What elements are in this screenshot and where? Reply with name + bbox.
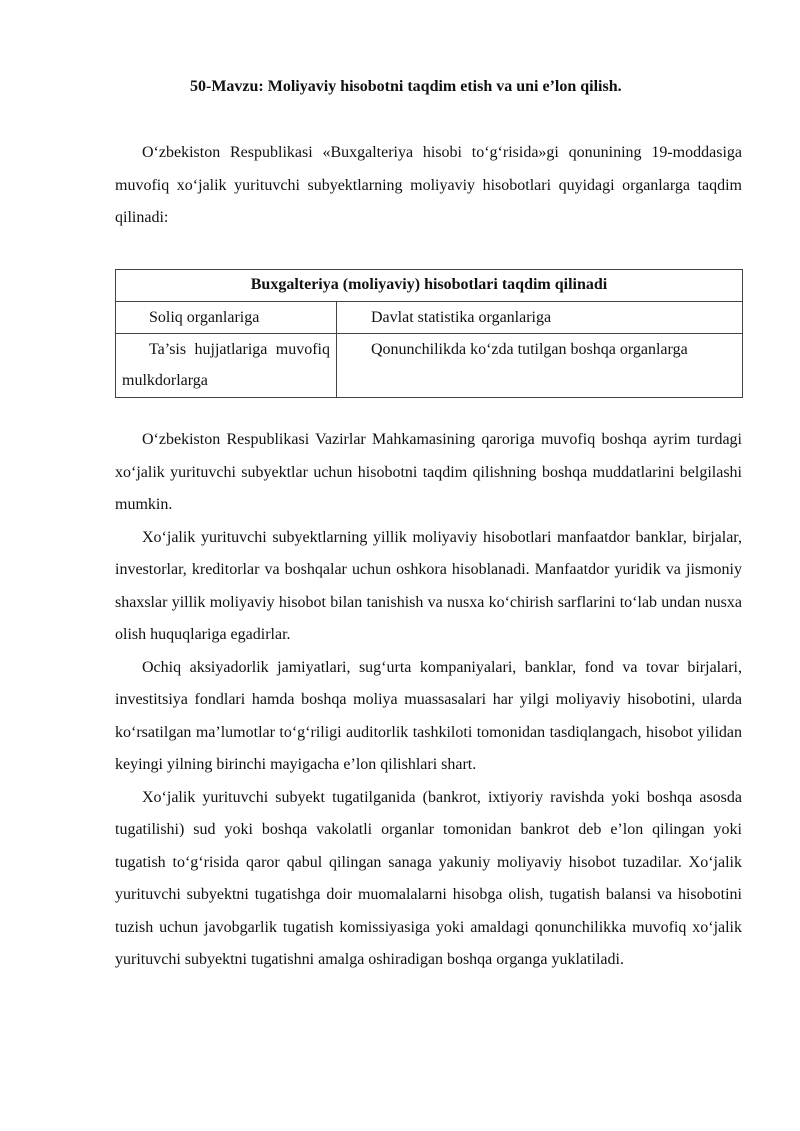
table-row: [116, 334, 743, 398]
table-cell: Qonunchilikda ko‘zda tutilgan boshqa organlarga: [337, 334, 743, 398]
paragraph: Ochiq aksiyadorlik jamiyatlari, sug‘urta kompaniyalari, banklar, fond va tovar birjalari, investitsiya fondlari hamda boshqa moliya muassasalari har yilgi moliyaviy hisobotini, ularda ko‘rsatilgan ma’lumotlar to‘g‘riligi auditorlik tashkiloti tomonidan tasdiqlangach, hisobot yilidan keyingi yilning birinchi mayigacha e’lon qilishlari shart.: [115, 658, 742, 773]
paragraph: Xo‘jalik yurituvchi subyektlarning yillik moliyaviy hisobotlari manfaatdor banklar, birjalar, investorlar, kreditorlar va boshqalar uchun oshkora hisoblanadi. Manfaatdor yuridik va jismoniy shaxslar yillik moliyaviy hisobot bilan tanishish va nusxa ko‘chirish sarflarini to‘lab undan nusxa olish huquqlariga egadirlar.: [115, 528, 742, 643]
document-title: 50-Mavzu: Moliyaviy hisobotni taqdim etish va uni e’lon qilish.: [190, 78, 622, 95]
cell-text: Ta’sis hujjatlariga muvofiq mulkdorlarga: [122, 341, 330, 389]
intro-paragraph: O‘zbekiston Respublikasi «Buxgalteriya hisobi to‘g‘risida»gi qonunining 19-moddasiga muvofiq xo‘jalik yurituvchi subyektlarning moliyaviy hisobotlari quyidagi organlarga taqdim qilinadi:: [115, 144, 742, 226]
table-header: Buxgalteriya (moliyaviy) hisobotlari taqdim qilinadi: [116, 270, 743, 302]
body-text: [115, 424, 742, 977]
report-recipients-table: [115, 269, 743, 398]
table-cell: [116, 302, 337, 334]
paragraph: Xo‘jalik yurituvchi subyekt tugatilganida (bankrot, ixtiyoriy ravishda yoki boshqa asosda tugatilishi) sud yoki boshqa vakolatli organlar tomonidan bankrot deb e’lon qilingan yoki tugatish to‘g‘risida qaror qabul qilingan sanaga yakuniy moliyaviy hisobot tuzadilar. Xo‘jalik yurituvchi subyektni tugatishga doir muomalalarni hisobga olish, tugatish balansi va hisobotini tuzish uchun javobgarlik tugatish komissiyasiga yoki amaldagi qonunchilikka muvofiq xo‘jalik yurituvchi subyektni tugatishni amalga oshiradigan boshqa organga yuklatiladi.: [115, 788, 742, 968]
table-row: [116, 302, 743, 334]
table-header-row: [116, 270, 743, 302]
table-cell: [116, 334, 337, 398]
paragraph: O‘zbekiston Respublikasi Vazirlar Mahkamasining qaroriga muvofiq boshqa ayrim turdagi xo‘jalik yurituvchi subyektlar uchun hisobotni taqdim qilishning boshqa muddatlarini belgilashi mumkin.: [115, 431, 742, 513]
cell-text: Soliq organlariga: [149, 309, 260, 326]
table-cell: Davlat statistika organlariga: [337, 302, 743, 334]
